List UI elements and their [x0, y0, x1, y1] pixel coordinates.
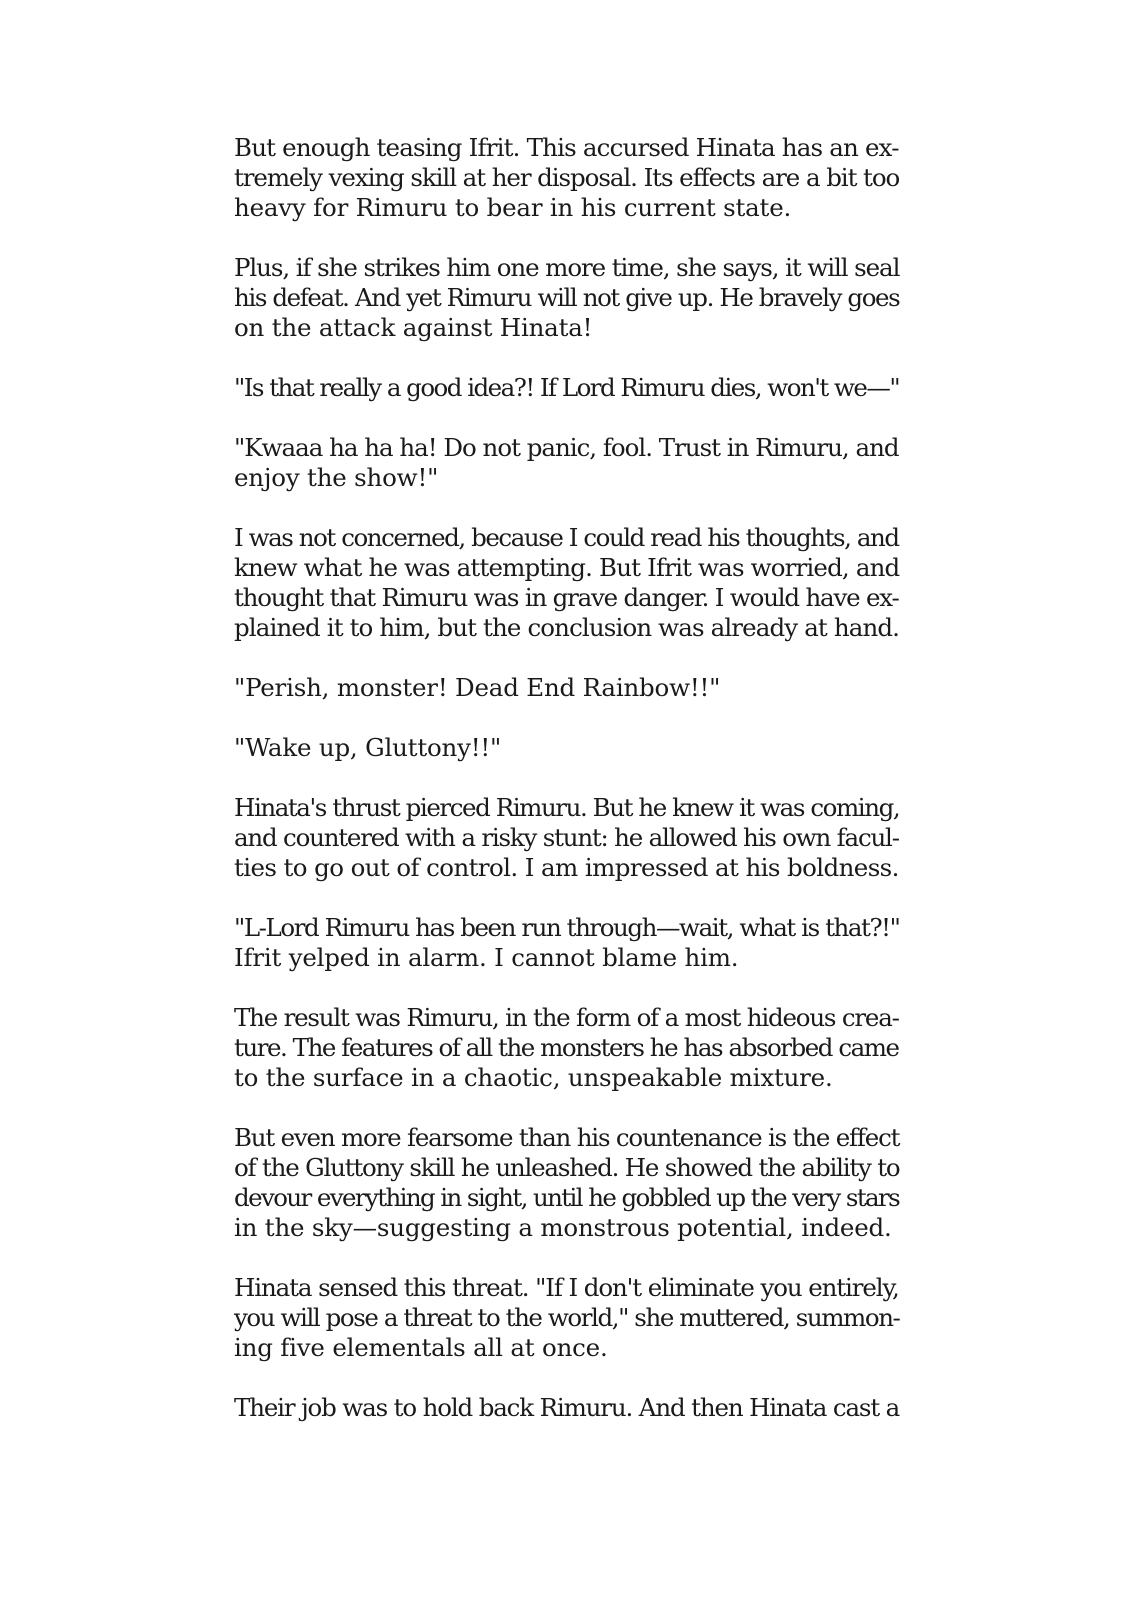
text-line: Plus, if she strikes him one more time, she says, it will seal [234, 253, 900, 282]
text-line: and countered with a risky stunt: he allowed his own facul- [234, 823, 899, 852]
body-text [234, 133, 899, 1453]
text-line: devour everything in sight, until he gobbled up the very stars [234, 1183, 900, 1212]
text-line: Hinata's thrust pierced Rimuru. But he knew it was coming, [234, 793, 900, 822]
paragraph [234, 913, 899, 973]
text-line: Their job was to hold back Rimuru. And then Hinata cast a [234, 1393, 900, 1422]
text-line: Hinata sensed this threat. "If I don't eliminate you entirely, [234, 1273, 899, 1302]
text-line: his defeat. And yet Rimuru will not give up. He bravely goes [234, 283, 900, 312]
paragraph [234, 373, 899, 403]
text-line: The result was Rimuru, in the form of a most hideous crea- [234, 1003, 899, 1032]
paragraph [234, 433, 899, 493]
text-line: you will pose a threat to the world," she muttered, summon- [234, 1303, 900, 1332]
paragraph [234, 1393, 899, 1423]
text-line: knew what he was attempting. But Ifrit was worried, and [234, 553, 900, 582]
paragraph [234, 133, 899, 223]
text-line: "L-Lord Rimuru has been run through—wait, what is that?!" [234, 913, 900, 942]
text-line: ture. The features of all the monsters he has absorbed came [234, 1033, 899, 1062]
text-line: enjoy the show!" [234, 463, 439, 492]
paragraph [234, 1123, 899, 1243]
text-line: Ifrit yelped in alarm. I cannot blame him. [234, 943, 739, 972]
text-line: tremely vexing skill at her disposal. Its effects are a bit too [234, 163, 900, 192]
text-line: I was not concerned, because I could read his thoughts, and [234, 523, 899, 552]
text-line: "Is that really a good idea?! If Lord Rimuru dies, won't we—" [234, 373, 900, 402]
paragraph [234, 253, 899, 343]
text-line: thought that Rimuru was in grave danger. I would have ex- [234, 583, 899, 612]
text-line: But enough teasing Ifrit. This accursed Hinata has an ex- [234, 133, 899, 162]
paragraph [234, 733, 899, 763]
paragraph [234, 523, 899, 643]
text-line: plained it to him, but the conclusion was already at hand. [234, 613, 900, 642]
paragraph [234, 1273, 899, 1363]
text-line: ing five elementals all at once. [234, 1333, 608, 1362]
text-line: to the surface in a chaotic, unspeakable mixture. [234, 1063, 833, 1092]
text-line: "Perish, monster! Dead End Rainbow!!" [234, 673, 721, 702]
text-line: heavy for Rimuru to bear in his current state. [234, 193, 792, 222]
text-line: "Kwaaa ha ha ha! Do not panic, fool. Trust in Rimuru, and [234, 433, 899, 462]
paragraph [234, 1003, 899, 1093]
text-line: But even more fearsome than his countenance is the effect [234, 1123, 900, 1152]
text-line: of the Gluttony skill he unleashed. He showed the ability to [234, 1153, 900, 1182]
text-line: "Wake up, Gluttony!!" [234, 733, 502, 762]
paragraph [234, 793, 899, 883]
paragraph [234, 673, 899, 703]
text-line: in the sky—suggesting a monstrous potential, indeed. [234, 1213, 892, 1242]
text-line: on the attack against Hinata! [234, 313, 593, 342]
text-line: ties to go out of control. I am impressed at his boldness. [234, 853, 899, 882]
